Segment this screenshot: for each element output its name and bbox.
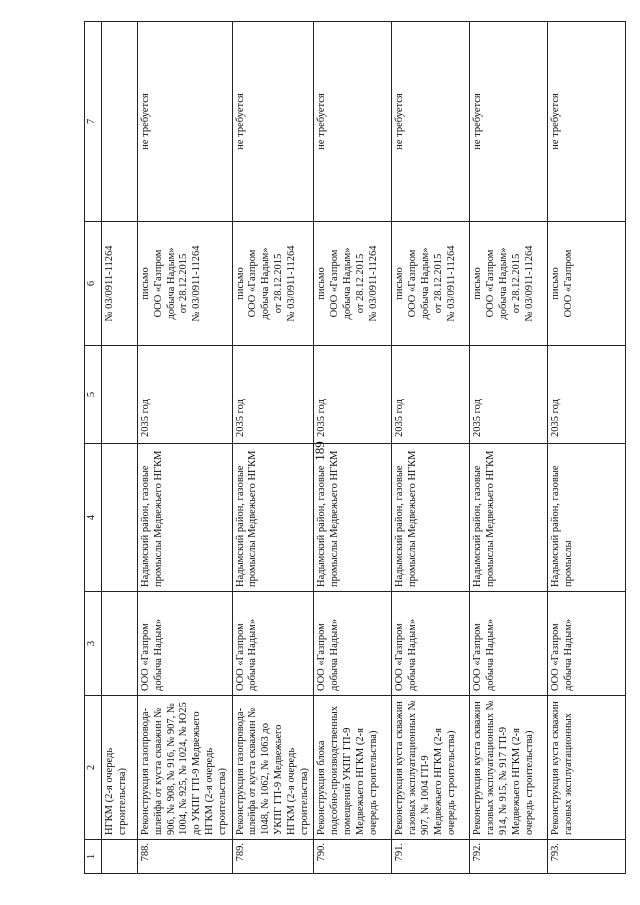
column-number: 1: [85, 840, 102, 874]
letter-line: № 03/0911-11264: [367, 245, 379, 322]
cell-location: Надымский район, газовые промыслы Медвежьего НГКМ: [232, 444, 314, 592]
cell-location: Надымский район, газовые промыслы Медвежьего НГКМ: [138, 444, 233, 592]
column-number: 3: [85, 592, 102, 696]
cell-date: 2035 год: [232, 346, 314, 444]
continuation-row: [102, 22, 138, 874]
cell-date: 2035 год: [392, 346, 470, 444]
column-number: 2: [85, 696, 102, 840]
cell-location: Надымский район, газовые промыслы Медвежьего НГКМ: [314, 444, 392, 592]
cell-note: не требуется: [470, 22, 548, 222]
letter-line: № 03/0911-11264: [191, 245, 203, 322]
letter-line: ООО «Газпром: [247, 249, 259, 318]
cell-letter: [392, 222, 470, 346]
cell-operator: ООО «Газпром добыча Надым»: [548, 592, 626, 696]
cell-date: 2035 год: [314, 346, 392, 444]
cell-date: 2035 год: [548, 346, 626, 444]
letter-line: добыча Надым»: [419, 247, 431, 320]
letter-line: письмо: [550, 267, 562, 300]
cell-object-name: Реконструкция куста скважин газовых эксплуатационных № 907, № 1004 ГП-9 Медвежьего НГКМ (2-я очередь строительства): [392, 696, 470, 840]
register-table: [84, 21, 626, 874]
cell-date: 2035 год: [138, 346, 233, 444]
letter-line: добыча Надым»: [165, 247, 177, 320]
cell-letter: [138, 222, 233, 346]
column-number: 5: [85, 346, 102, 444]
cell-operator: ООО «Газпром добыча Надым»: [470, 592, 548, 696]
cell-number: 792.: [470, 840, 548, 874]
letter-line: письмо: [234, 267, 246, 300]
column-number: 7: [85, 22, 102, 222]
cell-location: Надымский район, газовые промыслы Медвежьего НГКМ: [470, 444, 548, 592]
cell-object-name: Реконструкция куста скважин газовых эксплуатационных: [548, 696, 626, 840]
letter-line: от 28.12.2015: [272, 253, 284, 314]
cell-operator: ООО «Газпром добыча Надым»: [392, 592, 470, 696]
table-row: [138, 22, 233, 874]
cell-note: не требуется: [138, 22, 233, 222]
table-row: [232, 22, 314, 874]
letter-line: от 28.12.2015: [432, 253, 444, 314]
cell-object-name: Реконструкция газопровода-шлейфа от куста скважин № 906, № 908, № 916, № 907, № 1004, № 925, № 1024, № Ю25 до УКПГ ГП-9 Медвежьего НГКМ (2-я очередь строительства): [138, 696, 233, 840]
cell-number: 791.: [392, 840, 470, 874]
cell-operator: ООО «Газпром добыча Надым»: [232, 592, 314, 696]
letter-line: от 28.12.2015: [178, 253, 190, 314]
cell-number: [102, 840, 138, 874]
cell-operator: [102, 592, 138, 696]
cell-note: не требуется: [392, 22, 470, 222]
letter-line: ООО «Газпром: [329, 249, 341, 318]
letter-line: № 03/0911-11264: [285, 245, 297, 322]
letter-line: ООО «Газпром: [152, 249, 164, 318]
letter-line: от 28.12.2015: [510, 253, 522, 314]
cell-letter: [470, 222, 548, 346]
letter-line: письмо: [140, 267, 151, 300]
cell-letter: [314, 222, 392, 346]
cell-location: Надымский район, газовые промыслы: [548, 444, 626, 592]
cell-object-name: Реконструкция блока подсобно-производственных помещений УКПГ ГП-9 Медвежьего НГКМ (2-я очередь строительства): [314, 696, 392, 840]
column-number: 6: [85, 222, 102, 346]
cell-letter: [548, 222, 626, 346]
letter-line: письмо: [316, 267, 328, 300]
cell-number: 793.: [548, 840, 626, 874]
page-number: 189: [312, 441, 327, 461]
letter-line: добыча Надым»: [341, 247, 353, 320]
letter-line: ООО «Газпром: [485, 249, 497, 318]
letter-line: добыча Надым»: [260, 247, 272, 320]
table-row: [470, 22, 548, 874]
letter-line: ООО «Газпром: [563, 249, 575, 318]
cell-object-name: Реконструкция куста скважин газовых эксплуатационных № 914, № 915, № 917 ГП-9 Медвежьего НГКМ (2-я очередь строительства): [470, 696, 548, 840]
cell-number: 788.: [138, 840, 233, 874]
letter-line: письмо: [472, 267, 484, 300]
cell-note: не требуется: [232, 22, 314, 222]
column-number-row: [85, 22, 102, 874]
cell-object-name: Реконструкция газопровода-шлейфа от куста скважин № 1048, № 1062, № 1063 до УКПГ ГП-9 Медвежьего НГКМ (2-я очередь строительства): [232, 696, 314, 840]
letter-line: письмо: [394, 267, 406, 300]
cell-letter: [232, 222, 314, 346]
cell-number: 789.: [232, 840, 314, 874]
cell-note: [102, 22, 138, 222]
cell-number: 790.: [314, 840, 392, 874]
cell-operator: ООО «Газпром добыча Надым»: [138, 592, 233, 696]
letter-line: добыча Надым»: [497, 247, 509, 320]
cell-note: не требуется: [314, 22, 392, 222]
table-row: [548, 22, 626, 874]
table-row: [314, 22, 392, 874]
cell-object-name: НГКМ (2-я очередь строительства): [102, 696, 138, 840]
cell-operator: ООО «Газпром добыча Надым»: [314, 592, 392, 696]
cell-letter: № 03/0911-11264: [102, 222, 138, 346]
column-number: 4: [85, 444, 102, 592]
cell-note: не требуется: [548, 22, 626, 222]
cell-location: [102, 444, 138, 592]
cell-location: Надымский район, газовые промыслы Медвежьего НГКМ: [392, 444, 470, 592]
letter-line: от 28.12.2015: [354, 253, 366, 314]
cell-date: 2035 год: [470, 346, 548, 444]
letter-line: № 03/0911-11264: [445, 245, 457, 322]
cell-date: [102, 346, 138, 444]
rotated-page-content: [84, 22, 640, 874]
letter-line: № 03/0911-11264: [523, 245, 535, 322]
table-row: [392, 22, 470, 874]
letter-line: ООО «Газпром: [407, 249, 419, 318]
